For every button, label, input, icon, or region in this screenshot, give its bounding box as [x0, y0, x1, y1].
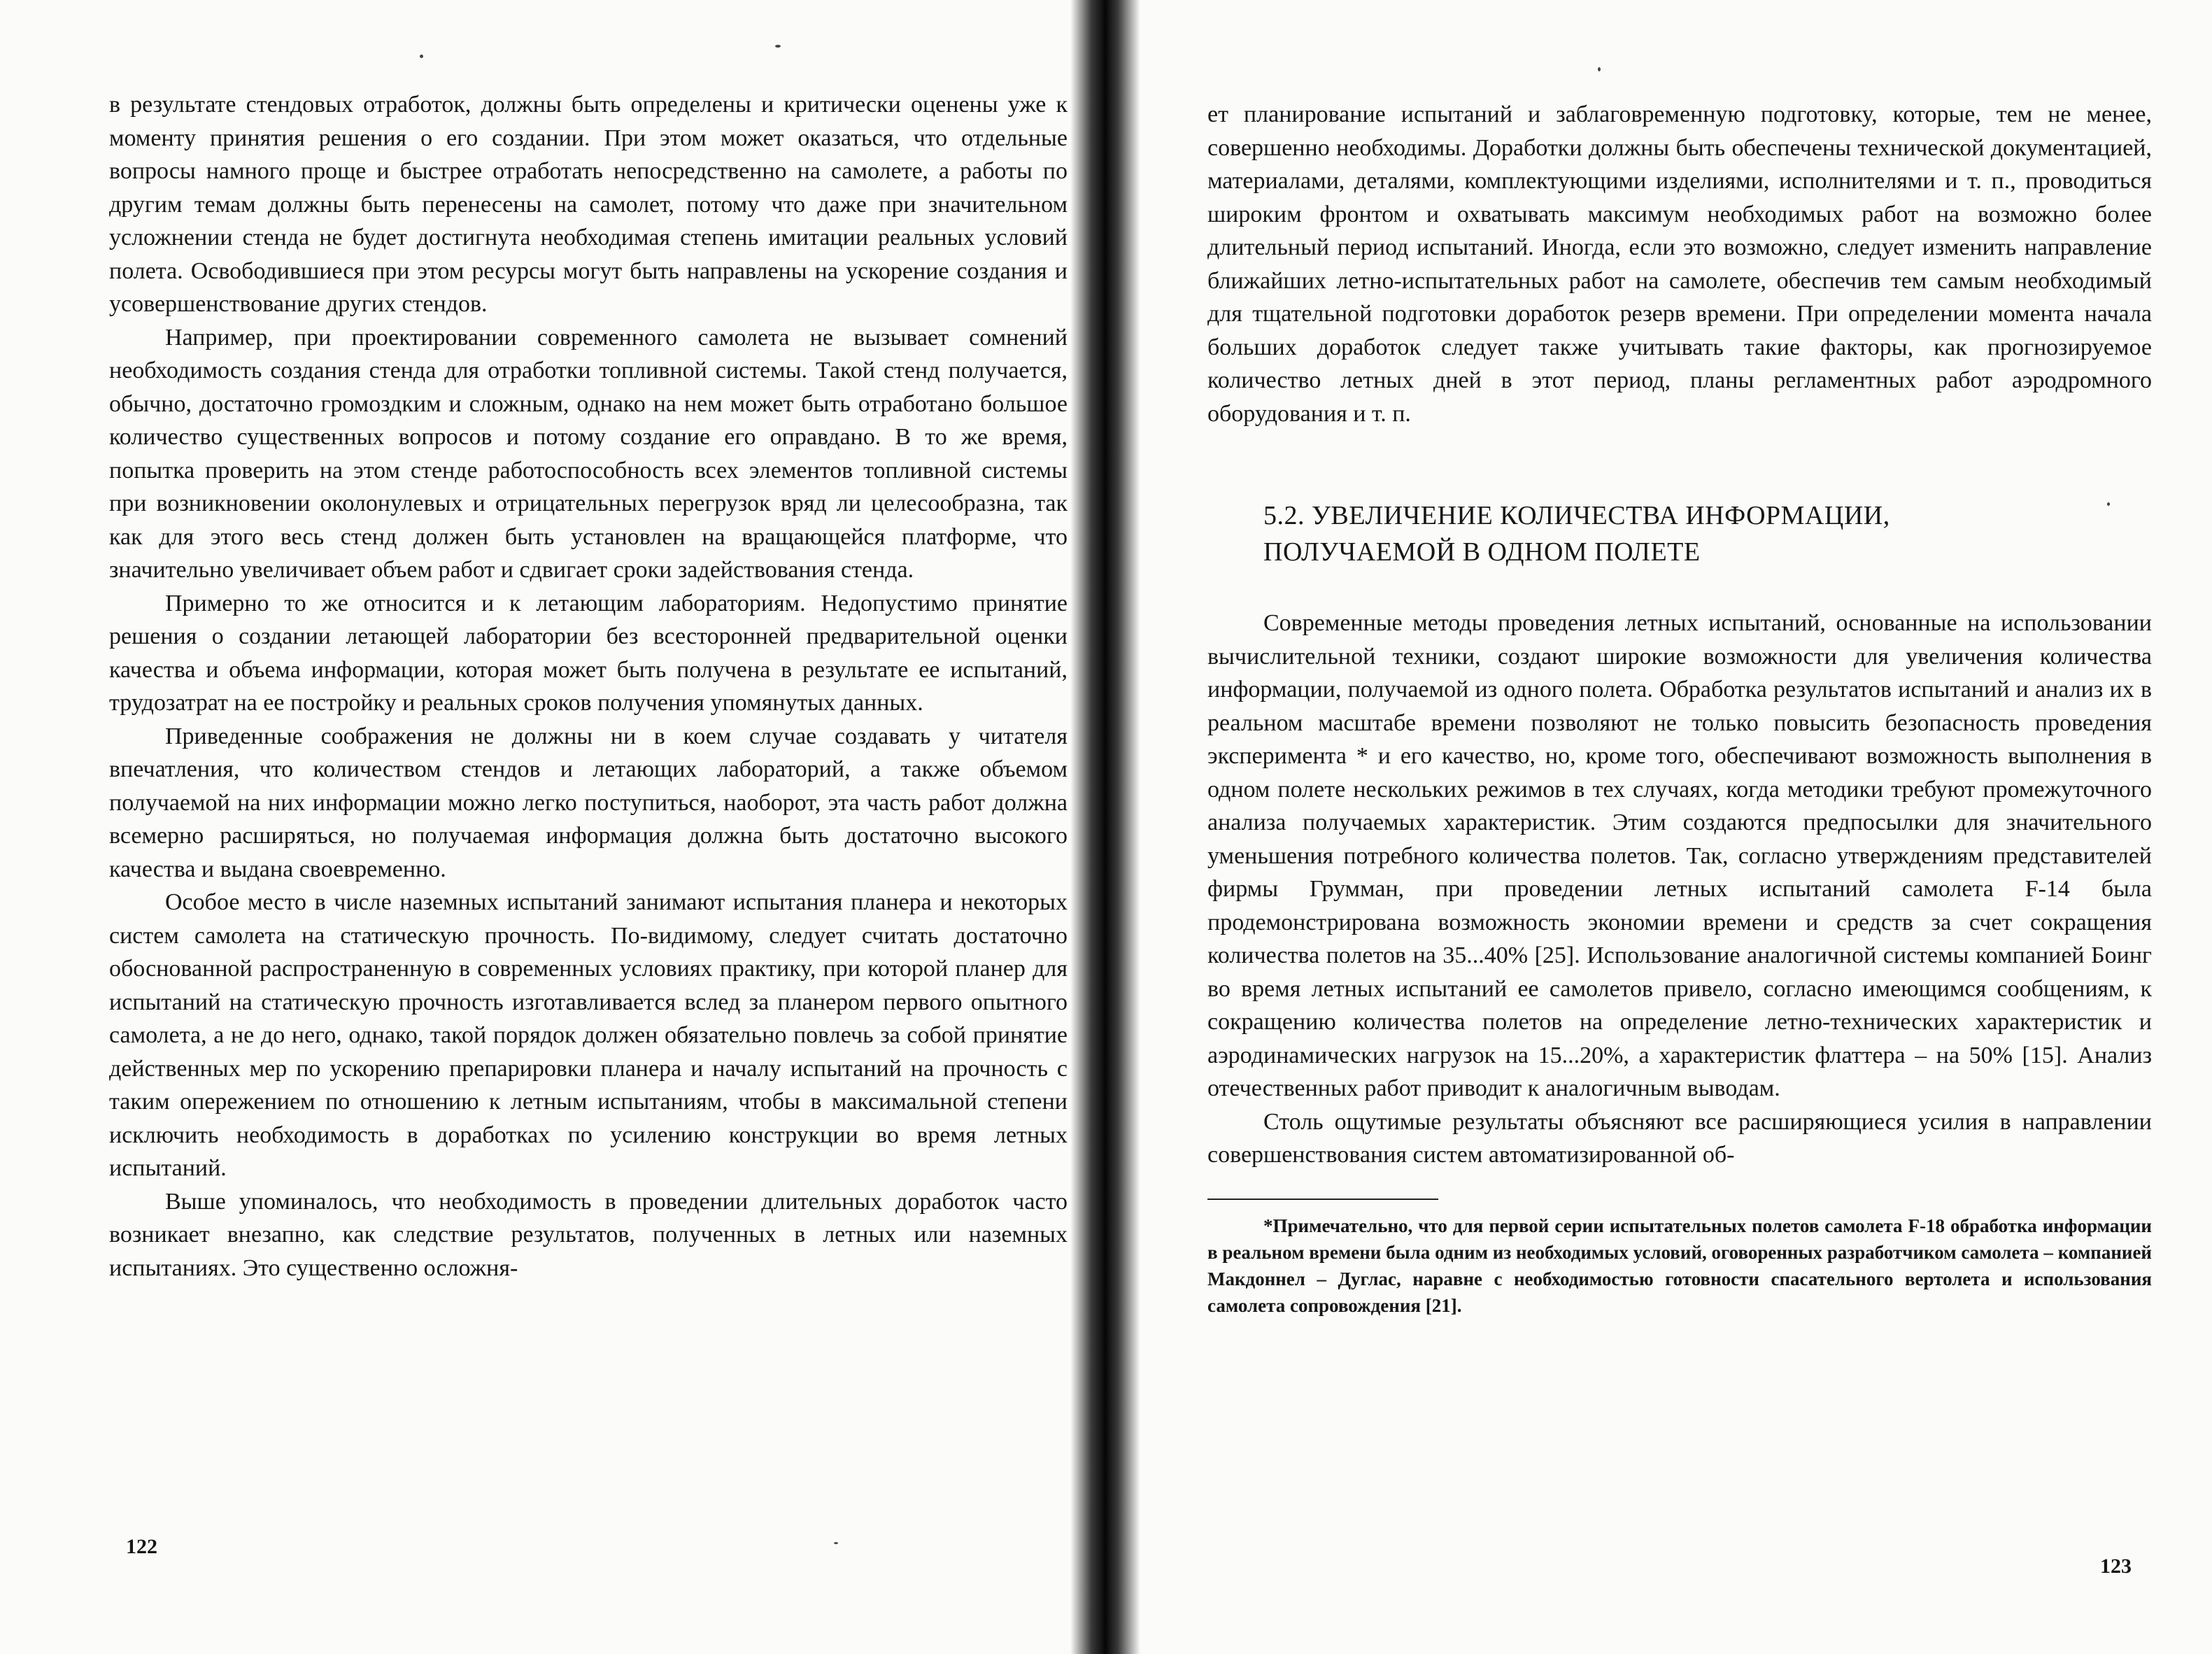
paragraph: Особое место в числе наземных испытаний занимают испытания планера и некоторых систем самолета на статическую прочность. По-видимому, следует считать достаточно обоснованной распространенную в современных условиях практику, при которой планер для испытаний на статическую прочность изготавливается вслед за планером первого опытного самолета, а не до него, однако, такой порядок должен обязательно повлечь за собой принятие действенных мер по ускорению препарировки планера и началу испытаний на прочность с таким опережением по отношению к летным испытаниям, чтобы в максимальной степени исключить необходимость в доработках по усилению конструкции во время летных испытаний.: [109, 889, 1068, 1181]
paragraph: Современные методы проведения летных испытаний, основанные на использовании вычислительной техники, создают широкие возможности для увеличения количества информации, получаемой из одного полета. Обработка результатов испытаний и анализ их в реальном масштабе времени позволяют не только повысить безопасность проведения эксперимента * и его качество, но, кроме того, обеспечивают возможность выполнения в одном полете нескольких режимов в тех случаях, когда методики требуют промежуточного анализа получаемых характеристик. Этим создаются предпосылки для значительного уменьшения потребного количества полетов. Так, согласно утверждениям представителей фирмы Грумман, при проведении летных испытаний самолета F-14 была продемонстрирована возможность экономии времени и средств за счет сокращения количества полетов на 35...40% [25]. Использование аналогичной системы компанией Боинг во время летных испытаний ее самолетов привело, согласно имеющимся сообщениям, к сокращению количества полетов на определение летно-технических характеристик и аэродинамических нагрузок на 15...20%, а характеристик флаттера – на 50% [15]. Анализ отечественных работ приводит к аналогичным выводам.: [1207, 610, 2152, 1101]
paragraph: Примерно то же относится и к летающим лабораториям. Недопустимо принятие решения о создании летающей лаборатории без всесторонней предварительной оценки качества и объема информации, которая может быть получена в результате ее испытаний, трудозатрат на ее постройку и реальных сроков получения упомянутых данных.: [109, 590, 1068, 716]
scan-speck: [834, 1542, 838, 1544]
paragraph: Выше упоминалось, что необходимость в проведении длительных доработок часто возникает внезапно, как следствие результатов, полученных в летных или наземных испытаниях. Это существенно осложня-: [109, 1188, 1068, 1281]
page-number: 122: [126, 1535, 157, 1558]
scan-speck: [1598, 67, 1601, 71]
section-heading-line: 5.2. УВЕЛИЧЕНИЕ КОЛИЧЕСТВА ИНФОРМАЦИИ,: [1263, 501, 1890, 530]
right-page-text: [1207, 98, 2152, 1319]
paragraph: в результате стендовых отработок, должны быть определены и критически оценены уже к моменту принятия решения о его создании. При этом может оказаться, что отдельные вопросы намного проще и быстрее отработать непосредственно на самолете, а работы по другим темам должны быть перенесены на самолет, потому что даже при значительном усложнении стенда не будет достигнута необходимая степень имитации реальных условий полета. Освободившиеся при этом ресурсы могут быть направлены на ускорение создания и усовершенствование других стендов.: [109, 92, 1068, 317]
scan-speck: [420, 55, 423, 58]
footnote-divider: [1207, 1199, 1438, 1200]
section-heading: [1263, 497, 2152, 570]
paragraph: Например, при проектировании современного самолета не вызывает сомнений необходимость создания стенда для отработки топливной системы. Такой стенд получается, обычно, достаточно громоздким и сложным, однако на нем может быть отработано большое количество существенных вопросов и потому создание его оправдано. В то же время, попытка проверить на этом стенде работоспособность всех элементов топливной системы при возникновении околонулевых и отрицательных перегрузок вряд ли целесообразна, так как для этого весь стенд должен быть установлен на вращающейся платформе, что значительно увеличивает объем работ и сдвигает сроки задействования стенда.: [109, 324, 1068, 583]
page-number: 123: [2100, 1555, 2132, 1578]
scan-speck: [775, 45, 781, 48]
paragraph: ет планирование испытаний и заблаговременную подготовку, которые, тем не менее, совершенно необходимы. Доработки должны быть обеспечены технической документацией, материалами, деталями, комплектующими изделиями, исполнителями и т. п., проводиться широким фронтом и охватывать максимум необходимых работ на возможно более длительный период испытаний. Иногда, если это возможно, следует изменить направление ближайших летно-испытательных работ на самолете, обеспечив тем самым необходимый для тщательной подготовки доработок резерв времени. При определении момента начала больших доработок следует также учитывать такие факторы, как прогнозируемое количество летных дней в этот период, планы регламентных работ аэродромного оборудования и т. п.: [1207, 101, 2152, 427]
footnote: *Примечательно, что для первой серии испытательных полетов самолета F-18 обработка информации в реальном времени была одним из необходимых условий, оговоренных разработчиком самолета – компанией Макдоннел – Дуглас, наравне с необходимостью готовности спасательного вертолета и использования самолета сопровождения [21].: [1207, 1215, 2152, 1316]
paragraph: Столь ощутимые результаты объясняют все расширяющиеся усилия в направлении совершенствования систем автоматизированной об-: [1207, 1108, 2152, 1168]
paragraph: Приведенные соображения не должны ни в коем случае создавать у читателя впечатления, что количеством стендов и летающих лабораторий, а также объемом получаемой на них информации можно легко поступиться, наоборот, эта часть работ должна всемерно расширяться, но получаемая информация должна быть достаточно высокого качества и выдана своевременно.: [109, 723, 1068, 882]
left-page-text: [109, 88, 1068, 1285]
section-heading-line: ПОЛУЧАЕМОЙ В ОДНОМ ПОЛЕТЕ: [1263, 537, 1701, 567]
book-spine-shadow: [1070, 0, 1140, 1654]
